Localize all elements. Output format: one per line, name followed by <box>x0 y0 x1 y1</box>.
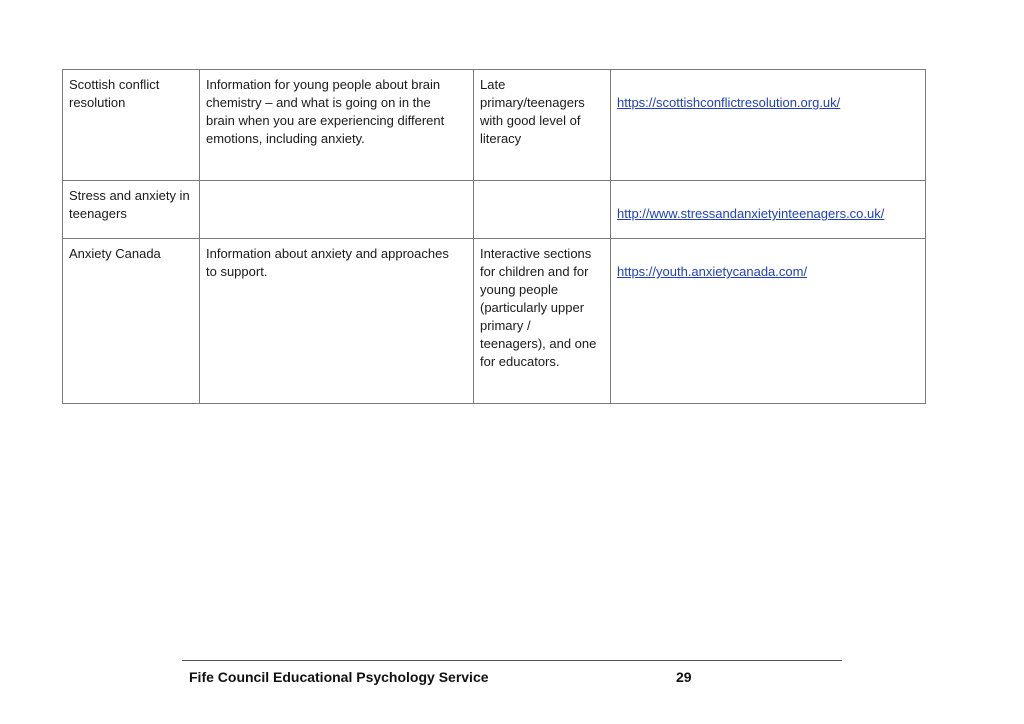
resource-name-cell: Stress and anxiety in teenagers <box>63 181 200 239</box>
resource-name-cell: Anxiety Canada <box>63 239 200 404</box>
resource-description-cell: Information for young people about brain chemistry – and what is going on in the brain when you are experiencing different emotions, including anxiety. <box>200 70 474 181</box>
resource-audience-cell <box>474 181 611 239</box>
table-row <box>63 239 926 404</box>
table-row <box>63 181 926 239</box>
resource-link[interactable]: http://www.stressandanxietyinteenagers.co.uk/ <box>617 206 885 221</box>
resource-link-cell <box>611 239 926 404</box>
resource-name-cell: Scottish conflict resolution <box>63 70 200 181</box>
footer-divider <box>182 660 842 661</box>
resource-link-cell <box>611 70 926 181</box>
resource-link[interactable]: https://youth.anxietycanada.com/ <box>617 264 808 279</box>
page-number: 29 <box>676 669 692 685</box>
resource-description-cell <box>200 181 474 239</box>
resource-description-cell: Information about anxiety and approaches to support. <box>200 239 474 404</box>
resources-table <box>62 69 926 404</box>
table-row <box>63 70 926 181</box>
resource-link[interactable]: https://scottishconflictresolution.org.uk/ <box>617 95 841 110</box>
resource-link-cell <box>611 181 926 239</box>
footer-organisation: Fife Council Educational Psychology Service <box>189 669 489 685</box>
resource-audience-cell: Late primary/teenagers with good level of literacy <box>474 70 611 181</box>
resource-audience-cell: Interactive sections for children and for young people (particularly upper primary / teenagers), and one for educators. <box>474 239 611 404</box>
